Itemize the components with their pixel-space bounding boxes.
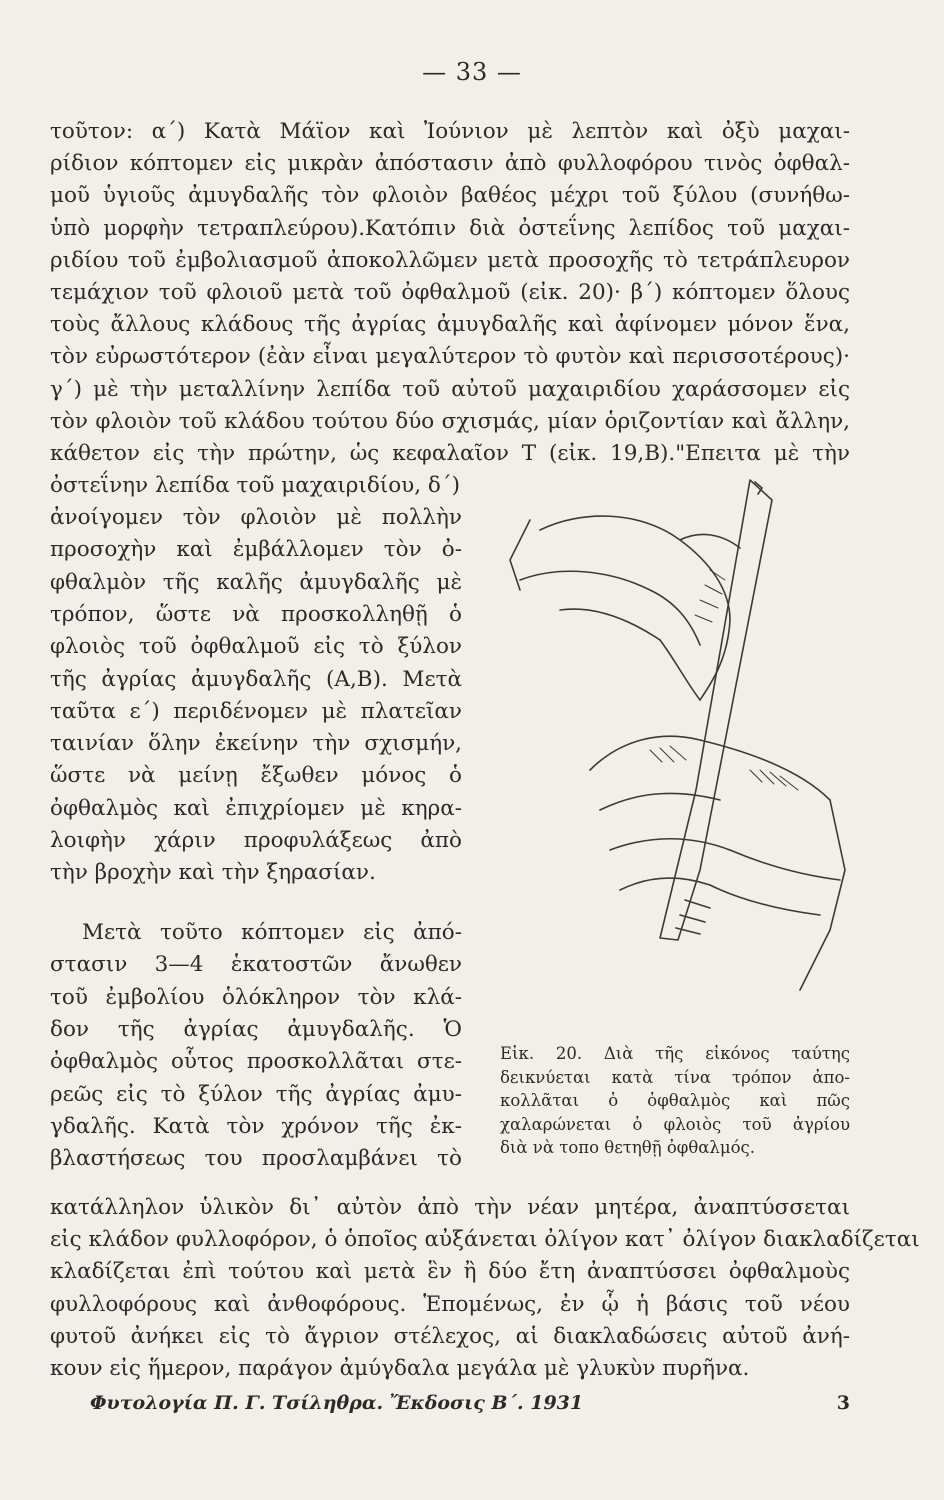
caption-line: διὰ νὰ τοπο θετηθῇ ὀφθαλμός.: [500, 1138, 756, 1157]
text-line: ὀφθαλμὸς οὗτος προσκολλᾶται στε-: [50, 1049, 462, 1075]
text-line: προσοχὴν καὶ ἐμβάλλομεν τὸν ὀ-: [50, 537, 462, 563]
text-line: τὸν εὐρωστότερον (ἐὰν εἶναι μεγαλύτερον τὸ φυτὸν καὶ περισσοτέρους)·: [50, 344, 850, 370]
text-line: τοῦτον: α΄) Κατὰ Μάϊον καὶ Ἰούνιον μὲ λεπτὸν καὶ ὀξὺ μαχαι-: [50, 119, 850, 144]
text-line: ὑπὸ μορφὴν τετραπλεύρου).Κατόπιν διὰ ὀστεΐνης λεπίδος τοῦ μαχαι-: [50, 215, 850, 241]
footer-text: Φυτολογία Π. Γ. Τσίληθρα. Ἔκδοσις Β΄. 1931: [90, 1392, 584, 1414]
text-line: μοῦ ὑγιοῦς ἀμυγδαλῆς τὸν φλοιὸν βαθέος μέχρι τοῦ ξύλου (συνήθω-: [50, 183, 850, 209]
text-line: ὀφθαλμὸς καὶ ἐπιχρίομεν μὲ κηρα-: [50, 795, 462, 821]
text-line: φλοιὸς τοῦ ὀφθαλμοῦ εἰς τὸ ξύλον: [50, 634, 462, 660]
text-line: κατάλληλον ὑλικὸν δι᾽ αὐτὸν ἀπὸ τὴν νέαν μητέρα, ἀναπτύσσεται: [50, 1195, 850, 1220]
text-line: γ΄) μὲ τὴν μεταλλίνην λεπίδα τοῦ αὐτοῦ μαχαιριδίου χαράσσομεν εἰς: [50, 376, 850, 402]
text-line: δον τῆς ἀγρίας ἀμυγδαλῆς. Ὁ: [50, 1016, 462, 1042]
page-number: — 33 —: [422, 58, 522, 86]
text-line: τὸν φλοιὸν τοῦ κλάδου τούτου δύο σχισμάς, μίαν ὁριζοντίαν καὶ ἄλλην,: [50, 408, 850, 434]
text-line: τεμάχιον τοῦ φλοιοῦ μετὰ τοῦ ὀφθαλμοῦ (εἰκ. 20)· β΄) κόπτομεν ὅλους: [50, 280, 850, 305]
text-line: ταινίαν ὅλην ἐκείνην τὴν σχισμήν,: [50, 731, 462, 757]
text-line: τὴν βροχὴν καὶ τὴν ξηρασίαν.: [50, 860, 376, 886]
text-line: ταῦτα ε΄) περιδένομεν μὲ πλατεῖαν: [50, 698, 462, 724]
signature-mark: 3: [836, 1392, 850, 1414]
caption-line: χαλαρώνεται ὁ φλοιὸς τοῦ ἀγρίου: [500, 1114, 850, 1134]
text-line: τρόπον, ὥστε νὰ προσκολληθῇ ὁ: [50, 601, 462, 627]
text-line: βλαστήσεως του προσλαμβάνει τὸ: [50, 1146, 462, 1172]
text-line: ρίδιον κόπτομεν εἰς μικρὰν ἀπόστασιν ἀπὸ φυλλοφόρου τινὸς ὀφθαλ-: [50, 151, 850, 177]
text-line: φυλλοφόρους καὶ ἀνθοφόρους. Ἑπομένως, ἐν ᾧ ἡ βάσις τοῦ νέου: [50, 1291, 850, 1317]
text-line: κουν εἰς ἥμερον, παράγον ἀμύγδαλα μεγάλα μὲ γλυκὺν πυρῆνα.: [50, 1356, 750, 1381]
text-line: γδαλῆς. Κατὰ τὸν χρόνον τῆς ἐκ-: [50, 1113, 462, 1139]
text-line: κάθετον εἰς τὴν πρώτην, ὡς κεφαλαῖον Τ (εἰκ. 19,Β)."Επειτα μὲ τὴν: [50, 441, 850, 466]
page-footer: [90, 1392, 850, 1414]
text-line: κλαδίζεται ἐπὶ τούτου καὶ μετὰ ἓν ἢ δύο ἔτη ἀναπτύσσει ὀφθαλμοὺς: [50, 1259, 850, 1285]
text-line: φθαλμὸν τῆς καλῆς ἀμυγδαλῆς μὲ: [50, 569, 462, 595]
text-line: στασιν 3—4 ἑκατοστῶν ἄνωθεν: [50, 952, 462, 978]
caption-line: κολλᾶται ὁ ὀφθαλμὸς καὶ πῶς: [500, 1091, 850, 1110]
text-line: λοιφὴν χάριν προφυλάξεως ἀπὸ: [50, 828, 462, 853]
caption-line: Εἰκ. 20. Διὰ τῆς εἰκόνος ταύτης: [500, 1044, 850, 1063]
text-line: εἰς κλάδον φυλλοφόρον, ὁ ὁποῖος αὐξάνεται ὀλίγον κατ᾽ ὀλίγον διακλαδίζεται: [50, 1227, 920, 1253]
text-line: ρεῶς εἰς τὸ ξύλον τῆς ἀγρίας ἀμυ-: [50, 1081, 462, 1107]
text-line: ὥστε νὰ μείνῃ ἔξωθεν μόνος ὁ: [50, 763, 462, 789]
caption-line: δεικνύεται κατὰ τίνα τρόπον ἀπο-: [500, 1067, 850, 1087]
text-line: ἀνοίγομεν τὸν φλοιὸν μὲ πολλὴν: [50, 505, 462, 530]
text-line: τοῦ ἐμβολίου ὁλόκληρον τὸν κλά-: [50, 984, 462, 1010]
text-line: τοὺς ἄλλους κλάδους τῆς ἀγρίας ἀμυγδαλῆς καὶ ἀφίνομεν μόνον ἕνα,: [50, 312, 850, 338]
text-line: ὀστεΐνην λεπίδα τοῦ μαχαιριδίου, δ΄): [50, 473, 460, 499]
text-line: φυτοῦ ἀνήκει εἰς τὸ ἄγριον στέλεχος, αἱ διακλαδώσεις αὐτοῦ ἀνή-: [50, 1323, 850, 1349]
text-line: ριδίου τοῦ ἐμβολιασμοῦ ἀποκολλῶμεν μετὰ προσοχῆς τὸ τετράπλευρον: [50, 247, 850, 273]
text-line: τῆς ἀγρίας ἀμυγδαλῆς (Α,Β). Μετὰ: [50, 666, 462, 692]
hand-grafting-illustration-icon: [500, 470, 860, 1030]
text-line: Μετὰ τοῦτο κόπτομεν εἰς ἀπό-: [82, 920, 462, 945]
